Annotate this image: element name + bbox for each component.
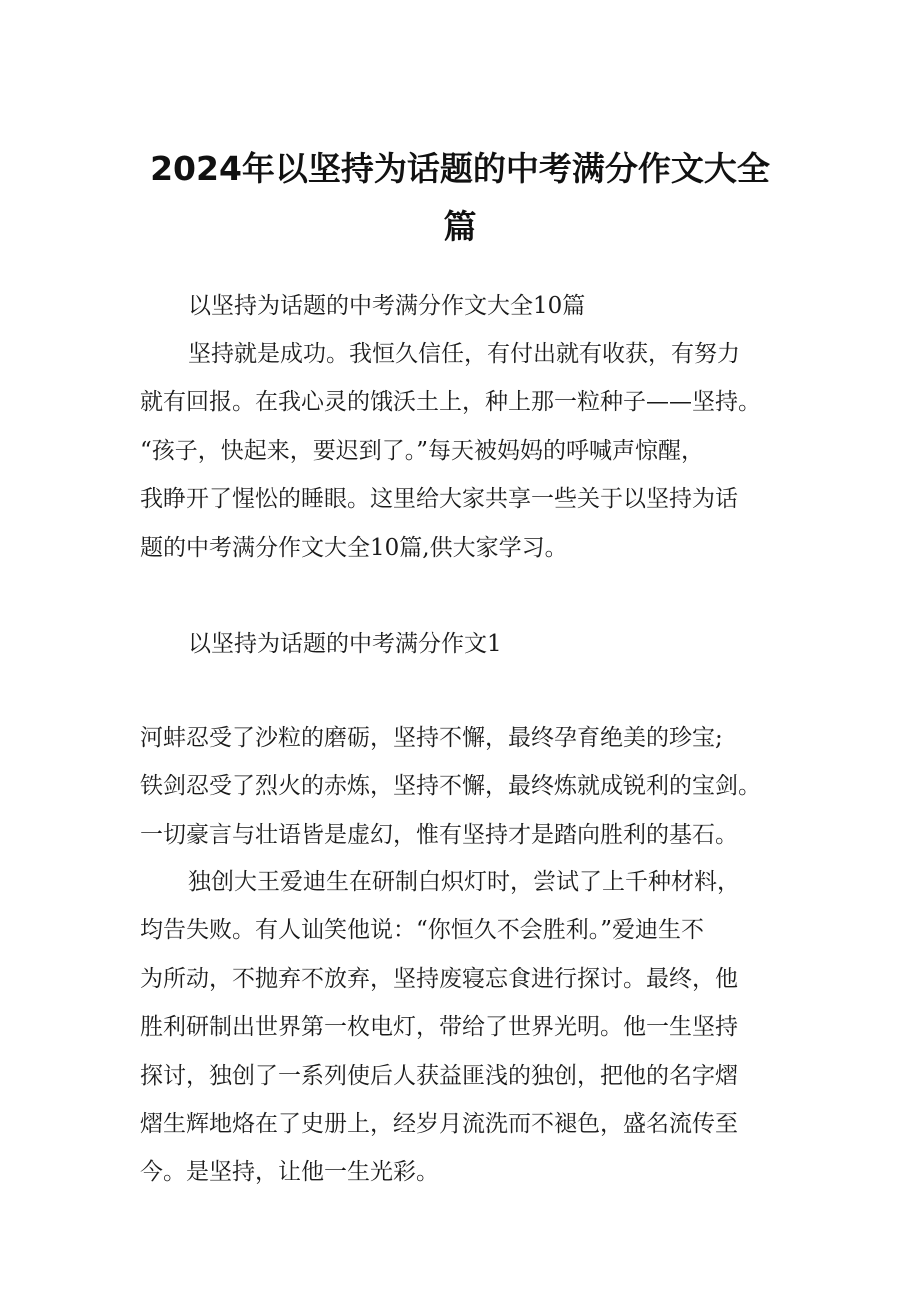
paragraph-line: 我睁开了惺忪的睡眼。这里给大家共享一些关于以坚持为话 bbox=[140, 486, 738, 513]
title-line: 篇 bbox=[443, 207, 477, 246]
document-title bbox=[120, 140, 800, 256]
paragraph-line: 一切豪言与壮语皆是虚幻，惟有坚持才是踏向胜利的基石。 bbox=[140, 821, 738, 848]
paragraph-line: 熠生辉地烙在了史册上，经岁月流洗而不褪色，盛名流传至 bbox=[140, 1111, 738, 1138]
paragraph-line: 独创大王爱迪生在研制白炽灯时，尝试了上千种材料， bbox=[188, 869, 740, 895]
paragraph-line: 铁剑忍受了烈火的赤炼，坚持不懈，最终炼就成锐利的宝剑。 bbox=[140, 773, 761, 800]
paragraph-line: 题的中考满分作文大全10篇,供大家学习。 bbox=[140, 534, 568, 561]
paragraph-line: 今。是坚持，让他一生光彩。 bbox=[140, 1159, 439, 1186]
subtitle-text: 以坚持为话题的中考满分作文大全10篇 bbox=[188, 293, 586, 319]
paragraph-line: 均告失败。有人讪笑他说：“你恒久不会胜利。”爱迪生不 bbox=[140, 917, 705, 944]
title-line: 2024年以坚持为话题的中考满分作文大全 bbox=[150, 149, 770, 188]
paragraph-line: 探讨，独创了一系列使后人获益匪浅的独创，把他的名字熠 bbox=[140, 1062, 738, 1089]
paragraph-line: 就有回报。在我心灵的饿沃土上，种上那一粒种子——坚持。 bbox=[140, 389, 761, 416]
section-heading-text: 以坚持为话题的中考满分作文1 bbox=[188, 631, 502, 657]
paragraph-line: 为所动，不抛弃不放弃，坚持废寝忘食进行探讨。最终，他 bbox=[140, 965, 738, 992]
intro-paragraph bbox=[140, 330, 800, 572]
paragraph-line: 坚持就是成功。我恒久信任，有付出就有收获，有努力 bbox=[188, 341, 740, 367]
paragraph-line: 胜利研制出世界第一枚电灯，带给了世界光明。他一生坚持 bbox=[140, 1014, 738, 1041]
body-paragraph-2 bbox=[140, 858, 800, 1197]
body-paragraph-1 bbox=[140, 714, 800, 859]
paragraph-line: “孩子，快起来，要迟到了。”每天被妈妈的呼喊声惊醒， bbox=[140, 437, 705, 464]
paragraph-line: 河蚌忍受了沙粒的磨砺，坚持不懈，最终孕育绝美的珍宝; bbox=[140, 725, 723, 751]
subtitle bbox=[140, 282, 800, 330]
section-heading bbox=[140, 620, 800, 668]
